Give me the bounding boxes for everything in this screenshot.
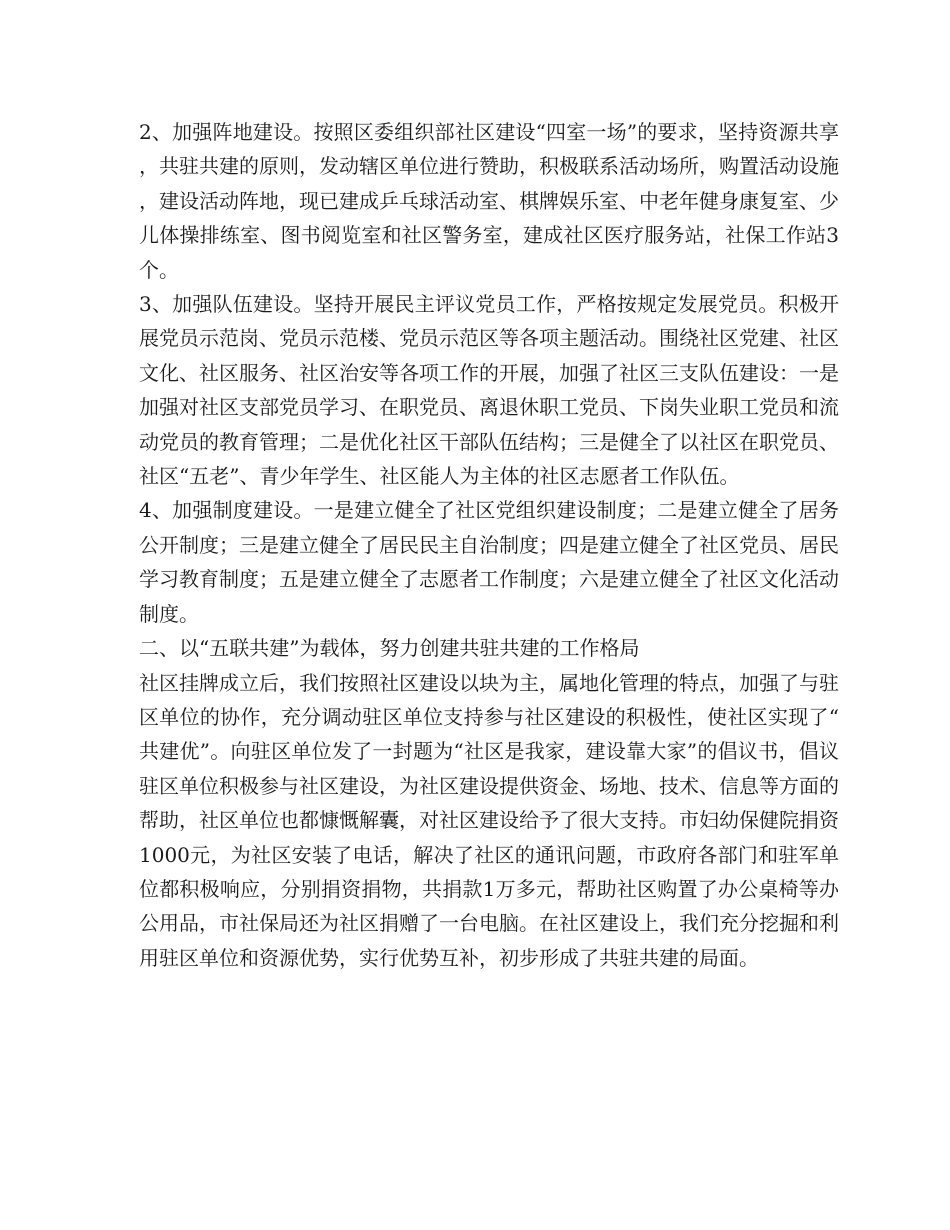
paragraph-co-construction: 社区挂牌成立后，我们按照社区建设以块为主，属地化管理的特点，加强了与驻区单位的协作，充分调动驻区单位支持参与社区建设的积极性，使社区实现了“共建优”。向驻区单位发了一封题为“社区是我家，建设靠大家”的倡议书，倡议驻区单位积极参与社区建设，为社区建设提供资金、场地、技术、信息等方面的帮助，社区单位也都慷慨解囊，对社区建设给予了很大支持。市妇幼保健院捐资1000元，为社区安装了电话，解决了社区的通讯问题，市政府各部门和驻军单位都积极响应，分别捐资捐物，共捐款1万多元，帮助社区购置了办公桌椅等办公用品，市社保局还为社区捐赠了一台电脑。在社区建设上，我们充分挖掘和利用驻区单位和资源优势，实行优势互补，初步形成了共驻共建的局面。 [139, 670, 839, 970]
document-body [139, 115, 839, 975]
paragraph-system-building: 4、加强制度建设。一是建立健全了社区党组织建设制度；二是建立健全了居务公开制度；三是建立健全了居民民主自治制度；四是建立健全了社区党员、居民学习教育制度；五是建立健全了志愿者工作制度；六是建立健全了社区文化活动制度。 [139, 498, 839, 626]
paragraph-team-building: 3、加强队伍建设。坚持开展民主评议党员工作，严格按规定发展党员。积极开展党员示范岗、党员示范楼、党员示范区等各项主题活动。围绕社区党建、社区文化、社区服务、社区治安等各项工作的开展，加强了社区三支队伍建设：一是加强对社区支部党员学习、在职党员、离退休职工党员、下岗失业职工党员和流动党员的教育管理；二是优化社区干部队伍结构；三是健全了以社区在职党员、社区“五老”、青少年学生、社区能人为主体的社区志愿者工作队伍。 [139, 292, 839, 489]
section-heading: 二、以“五联共建”为载体，努力创建共驻共建的工作格局 [139, 636, 640, 661]
paragraph-position-building: 2、加强阵地建设。按照区委组织部社区建设“四室一场”的要求，坚持资源共享，共驻共建的原则，发动辖区单位进行赞助，积极联系活动场所，购置活动设施，建设活动阵地，现已建成乒乓球活动室、棋牌娱乐室、中老年健身康复室、少儿体操排练室、图书阅览室和社区警务室，建成社区医疗服务站，社保工作站3个。 [139, 120, 839, 282]
